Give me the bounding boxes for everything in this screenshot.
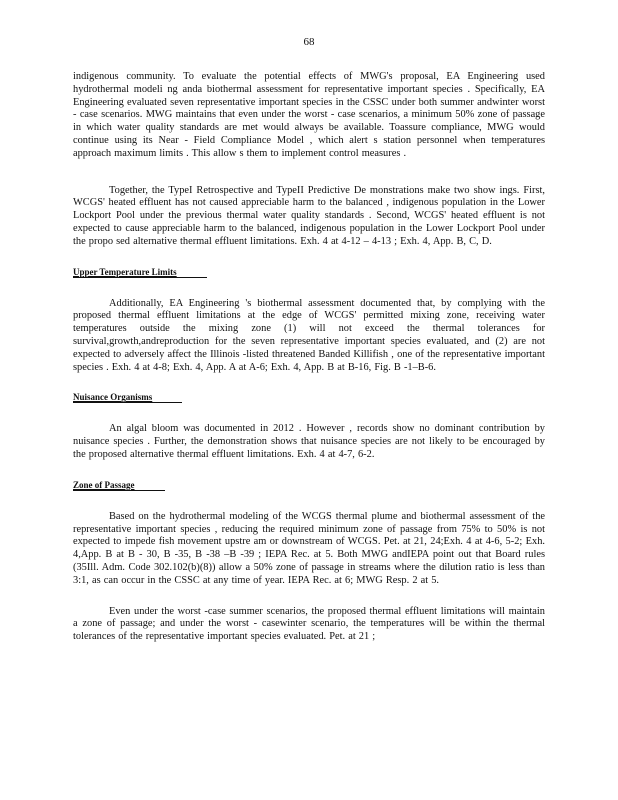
section-heading-nuisance-organisms: Nuisance Organisms: [73, 392, 545, 403]
document-body: [73, 71, 545, 662]
paragraph: Together, the TypeI Retrospective and TypeII Predictive De monstrations make two show ings. First, WCGS' heated effluent has not caused appreciable harm to the balanced , indigenous population in the Lower Lockport Pool under the previous thermal water quality standards . Second, WCGS' heated effluent is not expected to cause appreciable harm to the balanced, indigenous population in the Lower Lockport Pool under the propo sed alternative thermal effluent limitations. Exh. 4 at 4-12 – 4-13 ; Exh. 4, App. B, C, D.: [73, 184, 545, 247]
section-heading-zone-of-passage: Zone of Passage: [73, 480, 545, 491]
paragraph: An algal bloom was documented in 2012 . However , records show no dominant contribution by nuisance species . Further, the demonstration shows that nuisance species are not likely to be encouraged by the proposed alternative thermal effluent limitations. Exh. 4 at 4-7, 6-2.: [73, 423, 545, 460]
page-number: 68: [303, 36, 315, 48]
paragraph: Based on the hydrothermal modeling of the WCGS thermal plume and biothermal assessment of the representative important species , reducing the required minimum zone of passage from 75% to 50% is not expected to impede fish movement upstre am or downstream of WCGS. Pet. at 21, 24;Exh. 4 at 4-6, 5-2; Exh. 4,App. B at B - 30, B -35, B -38 –B -39 ; IEPA Rec. at 5. Both MWG andIEPA point out that Board rules (35Ill. Adm. Code 302.102(b)(8)) allow a 50% zone of passage in streams where the dilution ratio is less than 3:1, as can occur in the CSSC at any time of year. IEPA Rec. at 6; MWG Resp. 2 at 5.: [73, 510, 545, 586]
paragraph: Additionally, EA Engineering 's biothermal assessment documented that, by complying with the proposed thermal effluent limitations at the edge of WCGS' permitted mixing zone, receiving water temperatures outside the mixing zone (1) will not exceed the thermal tolerances for survival,growth,andreproduction for the seven representative important species evaluated, and (2) are not expected to adversely affect the Illinois -listed threatened Banded Killifish , one of the representative important species . Exh. 4 at 4-8; Exh. 4, App. A at A-6; Exh. 4, App. B at B-16, Fig. B -1–B-6.: [73, 297, 545, 373]
section-heading-upper-temperature-limits: Upper Temperature Limits: [73, 267, 545, 278]
paragraph: indigenous community. To evaluate the potential effects of MWG's proposal, EA Engineering used hydrothermal modeli ng anda biothermal assessment for representative important species . Specifically, EA Engineering evaluated seven representative important species in the CSSC under both summer andwinter worst - case scenarios. MWG maintains that even under the worst - case scenarios, a minimum 50% zone of passage in which water quality standards are met would always be available. Toassure compliance, MWG would continue using its Near - Field Compliance Model , which alert s station personnel when temperatures approach maximum limits . This allow s them to implement control measures .: [73, 71, 545, 159]
paragraph: Even under the worst -case summer scenarios, the proposed thermal effluent limitations will maintain a zone of passage; and under the worst - casewinter scenario, the temperatures will be within the thermal tolerances of the representative important species evaluated. Pet. at 21 ;: [73, 605, 545, 643]
